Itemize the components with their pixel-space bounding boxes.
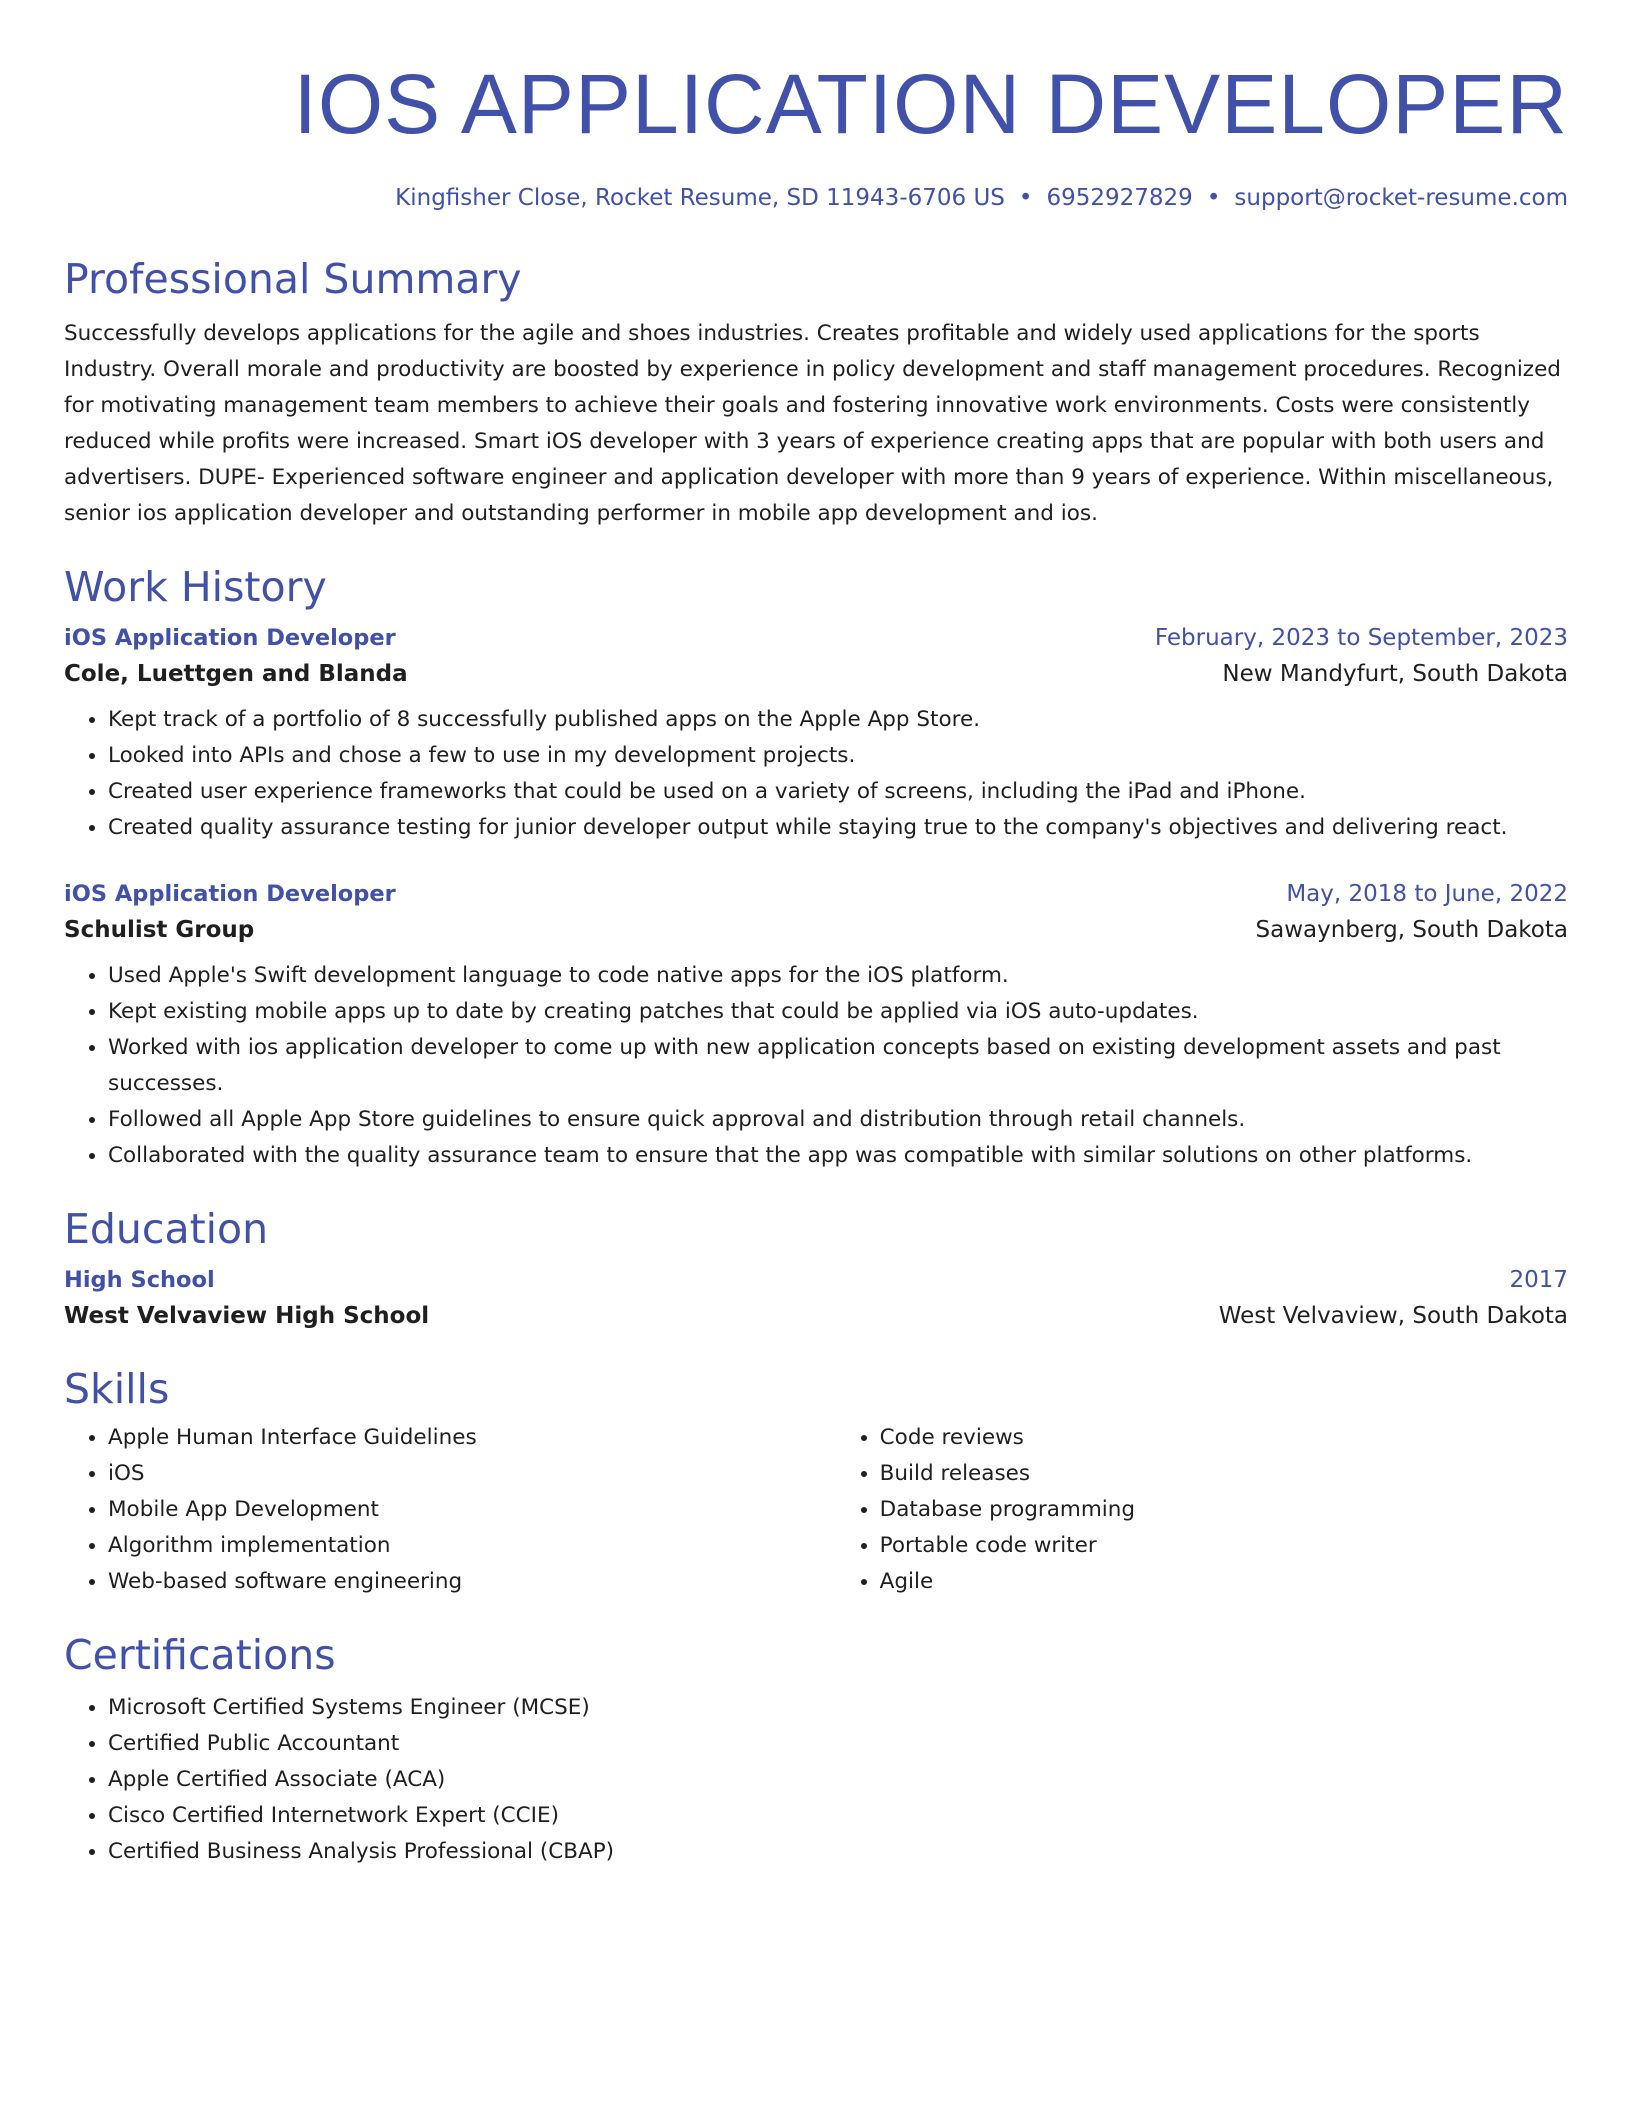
skills-columns bbox=[64, 1420, 1568, 1600]
job-bullet: • Looked into APIs and chose a few to use in my development projects. bbox=[108, 738, 1568, 774]
certification-item: • Certified Public Accountant bbox=[108, 1726, 1568, 1762]
job-entry bbox=[64, 620, 1568, 846]
contact-phone: 6952927829 bbox=[1046, 185, 1193, 211]
education-entry bbox=[64, 1262, 1568, 1334]
job-dates: May, 2018 to June, 2022 bbox=[1286, 881, 1568, 907]
job-bullet: • Collaborated with the quality assurance team to ensure that the app was compatible with similar solutions on other platforms. bbox=[108, 1138, 1568, 1174]
job-entry bbox=[64, 876, 1568, 1174]
skill-item: • Database programming bbox=[880, 1492, 1568, 1528]
skill-item: • Web-based software engineering bbox=[108, 1564, 836, 1600]
job-company: Schulist Group bbox=[64, 917, 255, 943]
certifications-list bbox=[64, 1690, 1568, 1870]
skill-item: • Mobile App Development bbox=[108, 1492, 836, 1528]
skill-item: • Build releases bbox=[880, 1456, 1568, 1492]
job-bullets bbox=[64, 958, 1568, 1174]
job-bullet: • Created quality assurance testing for junior developer output while staying true to the company's objectives and delivering react. bbox=[108, 810, 1568, 846]
job-header-row bbox=[64, 620, 1568, 656]
job-location: New Mandyfurt, South Dakota bbox=[1222, 661, 1568, 687]
skill-item: • Portable code writer bbox=[880, 1528, 1568, 1564]
skill-item: • Code reviews bbox=[880, 1420, 1568, 1456]
job-bullet: • Created user experience frameworks that could be used on a variety of screens, including the iPad and iPhone. bbox=[108, 774, 1568, 810]
job-bullet: • Followed all Apple App Store guidelines to ensure quick approval and distribution through retail channels. bbox=[108, 1102, 1568, 1138]
job-bullets bbox=[64, 702, 1568, 846]
job-role: iOS Application Developer bbox=[64, 881, 396, 907]
education-school-row bbox=[64, 1298, 1568, 1334]
certification-item: • Apple Certified Associate (ACA) bbox=[108, 1762, 1568, 1798]
summary-heading: Professional Summary bbox=[64, 255, 522, 303]
job-company-row bbox=[64, 912, 1568, 948]
summary-text: Successfully develops applications for the agile and shoes industries. Creates profitable and widely used applications for the sports Industry. Overall morale and productivity are boosted by experience in policy development and staff management procedures. Recognized for motivating management team members to achieve their goals and fostering innovative work environments. Costs were consistently reduced while profits were increased. Smart iOS developer with 3 years of experience creating apps that are popular with both users and advertisers. DUPE- Experienced software engineer and application developer with more than 9 years of experience. Within miscellaneous, senior ios application developer and outstanding performer in mobile app development and ios. bbox=[64, 321, 1561, 526]
skill-item: • Agile bbox=[880, 1564, 1568, 1600]
work-history-heading: Work History bbox=[64, 563, 327, 611]
job-bullet: • Kept track of a portfolio of 8 successfully published apps on the Apple App Store. bbox=[108, 702, 1568, 738]
education-header-row bbox=[64, 1262, 1568, 1298]
skills-list-right bbox=[836, 1420, 1568, 1600]
skill-item: • iOS bbox=[108, 1456, 836, 1492]
skill-item: • Apple Human Interface Guidelines bbox=[108, 1420, 836, 1456]
education-year: 2017 bbox=[1509, 1267, 1568, 1293]
certification-item: • Microsoft Certified Systems Engineer (MCSE) bbox=[108, 1690, 1568, 1726]
skills-list-left bbox=[64, 1420, 836, 1600]
contact-line bbox=[64, 182, 1568, 214]
job-dates: February, 2023 to September, 2023 bbox=[1154, 625, 1568, 651]
job-bullet: • Kept existing mobile apps up to date by creating patches that could be applied via iOS auto-updates. bbox=[108, 994, 1568, 1030]
certifications-heading: Certifications bbox=[64, 1631, 336, 1679]
contact-email: support@rocket-resume.com bbox=[1234, 185, 1568, 211]
job-bullet: • Worked with ios application developer to come up with new application concepts based on existing development assets and past successes. bbox=[108, 1030, 1568, 1102]
education-heading: Education bbox=[64, 1205, 269, 1253]
contact-address: Kingfisher Close, Rocket Resume, SD 11943-6706 US bbox=[395, 185, 1005, 211]
education-location: West Velvaview, South Dakota bbox=[1218, 1303, 1568, 1329]
contact-separator: • bbox=[1206, 185, 1221, 211]
certification-item: • Certified Business Analysis Professional (CBAP) bbox=[108, 1834, 1568, 1870]
education-school: West Velvaview High School bbox=[64, 1303, 430, 1329]
skill-item: • Algorithm implementation bbox=[108, 1528, 836, 1564]
job-header-row bbox=[64, 876, 1568, 912]
job-company: Cole, Luettgen and Blanda bbox=[64, 661, 408, 687]
education-degree: High School bbox=[64, 1267, 215, 1293]
job-role: iOS Application Developer bbox=[64, 625, 396, 651]
candidate-title: IOS APPLICATION DEVELOPER bbox=[293, 57, 1568, 151]
job-bullet: • Used Apple's Swift development language to code native apps for the iOS platform. bbox=[108, 958, 1568, 994]
contact-separator: • bbox=[1018, 185, 1033, 211]
skills-heading: Skills bbox=[64, 1365, 170, 1413]
certification-item: • Cisco Certified Internetwork Expert (CCIE) bbox=[108, 1798, 1568, 1834]
job-company-row bbox=[64, 656, 1568, 692]
job-location: Sawaynberg, South Dakota bbox=[1255, 917, 1568, 943]
